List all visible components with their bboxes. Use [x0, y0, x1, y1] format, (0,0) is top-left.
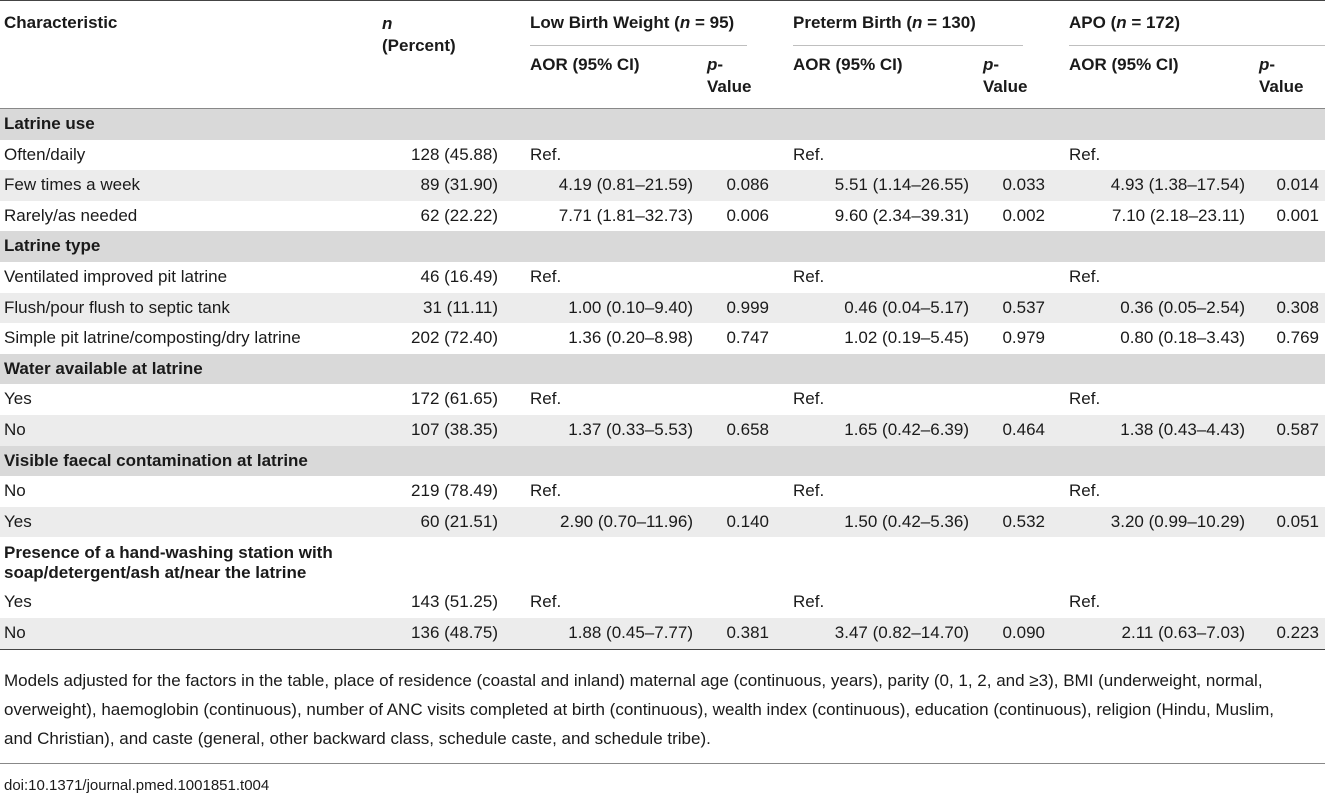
cell-apo-aor: 2.11 (0.63–7.03) [1051, 618, 1259, 649]
doi-label: doi:10.1371/journal.pmed.1001851.t004 [4, 777, 270, 794]
table-row [0, 476, 1325, 507]
table-row [0, 384, 1325, 415]
cell-apo-p: 0.223 [1259, 618, 1325, 649]
col-pb-aor: AOR (95% CI) [793, 55, 903, 74]
table-row [0, 201, 1325, 232]
section-header-row [0, 109, 1325, 140]
cell-label: Few times a week [0, 170, 378, 201]
cell-label: Yes [4, 592, 32, 612]
table-row [0, 323, 1325, 354]
cell-lbw-aor: 1.36 (0.20–8.98) [568, 328, 693, 348]
cell-apo-aor: Ref. [1069, 266, 1101, 286]
cell-apo-p [1259, 140, 1325, 171]
cell-n: 60 (21.51) [378, 507, 512, 538]
col-group-lbw: Low Birth Weight (n = 95) [512, 1, 775, 55]
cell-n: 172 (61.65) [411, 389, 498, 409]
cell-lbw-aor: 1.00 (0.10–9.40) [512, 293, 707, 324]
table-row [0, 170, 1325, 201]
cell-apo-aor: 3.20 (0.99–10.29) [1051, 507, 1259, 538]
col-apo-p: p- Value [1259, 55, 1304, 96]
cell-apo-p: 0.587 [1259, 415, 1325, 446]
cell-apo-p: 0.014 [1259, 170, 1325, 201]
cell-lbw-aor: 7.71 (1.81–32.73) [558, 205, 693, 225]
cell-n: 107 (38.35) [378, 415, 512, 446]
cell-lbw-aor: 2.90 (0.70–11.96) [512, 507, 707, 538]
table-row [0, 587, 1325, 618]
cell-n: 202 (72.40) [411, 328, 498, 348]
cell-pb-p [983, 587, 1051, 618]
table-row [0, 140, 1325, 171]
table-row [0, 618, 1325, 649]
table-row [0, 293, 1325, 324]
cell-lbw-p: 0.381 [707, 618, 775, 649]
cell-apo-aor: 7.10 (2.18–23.11) [1112, 205, 1246, 225]
cell-label: No [0, 415, 378, 446]
cell-pb-p: 0.537 [983, 293, 1051, 324]
cell-pb-aor: 5.51 (1.14–26.55) [775, 170, 983, 201]
section-title [0, 537, 1325, 587]
cell-pb-p: 0.033 [983, 170, 1051, 201]
cell-n: 46 (16.49) [420, 266, 498, 286]
table-row [0, 507, 1325, 538]
cell-apo-p: 0.308 [1259, 293, 1325, 324]
cell-n: 136 (48.75) [378, 618, 512, 649]
cell-label: No [0, 618, 378, 649]
divider [0, 763, 1325, 764]
cell-lbw-p [707, 587, 775, 618]
cell-lbw-aor: Ref. [530, 144, 562, 164]
cell-label: Simple pit latrine/composting/dry latrine [4, 328, 301, 348]
header-row-groups [0, 1, 1325, 55]
cell-lbw-aor: Ref. [530, 389, 562, 409]
col-group-apo: APO (n = 172) [1051, 1, 1325, 55]
cell-pb-aor: Ref. [793, 592, 825, 612]
cell-lbw-p [707, 384, 775, 415]
cell-apo-aor: Ref. [1069, 592, 1101, 612]
col-group-preterm: Preterm Birth (n = 130) [775, 1, 1051, 55]
section-title: Latrine type [0, 231, 1325, 262]
cell-pb-p: 0.979 [1002, 328, 1046, 348]
cell-apo-p [1259, 476, 1325, 507]
cell-lbw-aor: Ref. [530, 592, 562, 612]
cell-pb-p: 0.002 [1002, 205, 1046, 225]
col-pb-p: p- Value [983, 55, 1028, 96]
cell-apo-aor: 1.38 (0.43–4.43) [1051, 415, 1259, 446]
cell-lbw-aor: 1.88 (0.45–7.77) [512, 618, 707, 649]
cell-lbw-aor: 1.37 (0.33–5.53) [512, 415, 707, 446]
cell-n: 62 (22.22) [420, 205, 498, 225]
col-lbw-p: p- Value [707, 55, 752, 96]
cell-apo-aor: 0.80 (0.18–3.43) [1120, 328, 1246, 348]
cell-label: Yes [0, 507, 378, 538]
cell-pb-aor: 0.46 (0.04–5.17) [775, 293, 983, 324]
cell-pb-aor: 3.47 (0.82–14.70) [775, 618, 983, 649]
cell-label: Often/daily [4, 144, 86, 164]
cell-pb-p: 0.090 [983, 618, 1051, 649]
section-header-row [0, 354, 1325, 385]
section-title: Visible faecal contamination at latrine [0, 446, 1325, 477]
cell-n: 31 (11.11) [378, 293, 512, 324]
cell-label: Flush/pour flush to septic tank [0, 293, 378, 324]
cell-lbw-p [707, 476, 775, 507]
cell-apo-aor: 4.93 (1.38–17.54) [1051, 170, 1259, 201]
cell-lbw-p: 0.747 [726, 328, 769, 348]
cell-n: 128 (45.88) [411, 144, 498, 164]
section-header-row [0, 446, 1325, 477]
cell-lbw-p: 0.658 [707, 415, 775, 446]
cell-label: Yes [4, 389, 32, 409]
cell-pb-aor: 9.60 (2.34–39.31) [834, 205, 969, 225]
col-n-percent: n (Percent) [382, 14, 456, 55]
section-title: Latrine use [0, 109, 1325, 140]
cell-pb-p [983, 140, 1051, 171]
cell-pb-aor: 1.50 (0.42–5.36) [775, 507, 983, 538]
cell-lbw-aor: 4.19 (0.81–21.59) [512, 170, 707, 201]
cell-apo-aor: Ref. [1069, 389, 1101, 409]
cell-pb-aor: Ref. [793, 481, 825, 501]
table-footnote: Models adjusted for the factors in the table, place of residence (coastal and inland) maternal age (continuous, years), parity (0, 1, 2, and ≥3), BMI (underweight, normal, overweight), haemoglobin (continuous), number of ANC visits completed at birth (continuous), wealth index (continuous), education (continuous), religion (Hindu, Muslim, and Christian), and caste (general, other backward class, schedule caste, and schedule tribe). [4, 671, 1274, 748]
cell-lbw-aor: Ref. [530, 481, 562, 501]
section-title-line: soap/detergent/ash at/near the latrine [4, 563, 307, 583]
cell-pb-p [983, 262, 1051, 293]
cell-apo-p [1259, 384, 1325, 415]
cell-n: 143 (51.25) [411, 592, 498, 612]
cell-label: No [4, 481, 26, 501]
cell-apo-aor: Ref. [1069, 481, 1101, 501]
cell-lbw-p: 0.999 [707, 293, 775, 324]
cell-lbw-p: 0.086 [707, 170, 775, 201]
cell-pb-p: 0.532 [983, 507, 1051, 538]
cell-apo-aor: Ref. [1069, 144, 1101, 164]
cell-pb-aor: 1.02 (0.19–5.45) [844, 328, 969, 348]
cell-apo-p: 0.769 [1276, 328, 1320, 348]
cell-pb-p: 0.464 [983, 415, 1051, 446]
cell-apo-p: 0.001 [1276, 205, 1320, 225]
cell-apo-aor: 0.36 (0.05–2.54) [1051, 293, 1259, 324]
cell-pb-aor: Ref. [793, 389, 825, 409]
cell-pb-p [983, 476, 1051, 507]
cell-label: Rarely/as needed [4, 205, 138, 225]
section-title-line: Presence of a hand-washing station with [4, 543, 333, 563]
cell-apo-p [1259, 587, 1325, 618]
cell-lbw-p: 0.140 [707, 507, 775, 538]
cell-lbw-aor: Ref. [530, 266, 562, 286]
cell-pb-aor: Ref. [793, 144, 825, 164]
cell-label: Ventilated improved pit latrine [4, 266, 228, 286]
col-lbw-aor: AOR (95% CI) [530, 55, 640, 74]
cell-apo-p [1259, 262, 1325, 293]
cell-lbw-p [707, 262, 775, 293]
cell-pb-aor: Ref. [793, 266, 825, 286]
section-header-row [0, 537, 1325, 587]
table-row [0, 415, 1325, 446]
cell-apo-p: 0.051 [1259, 507, 1325, 538]
section-title: Water available at latrine [0, 354, 1325, 385]
cell-lbw-p [707, 140, 775, 171]
cell-pb-p [983, 384, 1051, 415]
col-characteristic: Characteristic [4, 13, 118, 32]
cell-n: 89 (31.90) [378, 170, 512, 201]
cell-lbw-p: 0.006 [726, 205, 769, 225]
cell-n: 219 (78.49) [411, 481, 498, 501]
table-row [0, 262, 1325, 293]
col-apo-aor: AOR (95% CI) [1069, 55, 1179, 74]
cell-pb-aor: 1.65 (0.42–6.39) [775, 415, 983, 446]
section-header-row [0, 231, 1325, 262]
